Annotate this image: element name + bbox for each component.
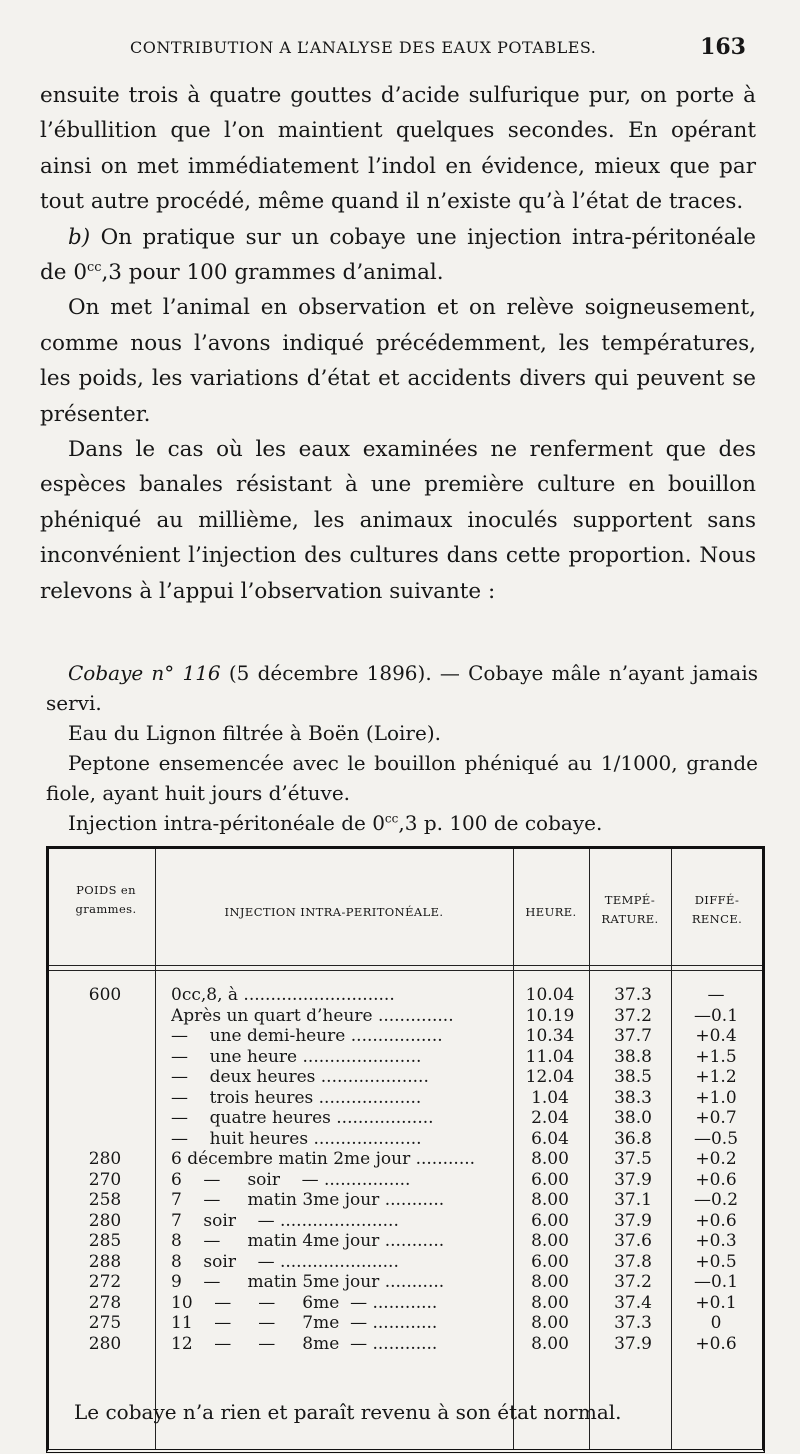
cell-difference: +0.7 [695, 1108, 737, 1128]
table-row [49, 1170, 762, 1191]
cell-injection: 9 — matin 5me jour ........... [171, 1272, 445, 1292]
cell-poids: 280 [88, 1149, 122, 1169]
table-row [49, 1293, 762, 1314]
cell-injection: 6 décembre matin 2me jour ........... [171, 1149, 476, 1169]
cell-poids: 270 [88, 1169, 122, 1190]
table-frame [46, 846, 765, 1453]
cell-heure: 1.04 [531, 1087, 569, 1108]
table-row [49, 1067, 762, 1088]
cell-difference: —0.5 [693, 1128, 739, 1149]
cell-injection: 12 — — 8me — ............ [171, 1333, 438, 1354]
cell-temperature: 36.8 [614, 1128, 652, 1149]
observation-rest: (5 décembre 1896). — Cobaye mâle n’ayant jamais servi. [46, 661, 758, 715]
paragraph-b [40, 220, 756, 291]
cell-temperature: 37.9 [614, 1210, 652, 1231]
table-row [49, 1190, 762, 1211]
table-row [49, 1272, 762, 1293]
header-heure: HEURE. [525, 905, 577, 919]
cell-difference: +0.3 [695, 1231, 737, 1251]
cell-temperature: 37.3 [614, 985, 652, 1005]
paragraph-banal-species: Dans le cas où les eaux examinées ne renferment que des espèces banales résistant à une première culture en bouillon phéniqué au millième, les animaux inoculés supportent sans inconvénient l’injection des cultures dans cette proportion. Nous relevons à l’appui l’observation suivante : [40, 437, 756, 604]
cell-injection: 7 soir — ...................... [171, 1210, 399, 1231]
cell-difference: +0.6 [695, 1333, 737, 1354]
cell-difference: +1.0 [695, 1087, 737, 1108]
cell-heure: 8.00 [531, 1231, 569, 1251]
table-row [49, 1252, 762, 1273]
cell-heure: 10.19 [525, 1005, 575, 1026]
cell-difference: —0.1 [693, 1005, 739, 1026]
table-row [49, 1026, 762, 1047]
cell-difference: — [707, 985, 725, 1005]
table-row [49, 1313, 762, 1334]
cell-temperature: 37.9 [614, 1333, 652, 1354]
cell-heure: 12.04 [525, 1067, 575, 1087]
cell-difference: +0.1 [695, 1292, 737, 1313]
cell-difference: +0.6 [695, 1169, 737, 1190]
header-injection: INJECTION INTRA-PERITONÉALE. [224, 905, 444, 919]
cell-heure: 8.00 [531, 1190, 569, 1210]
cell-poids: 275 [88, 1313, 122, 1333]
header-poids: POIDS en grammes. [75, 883, 137, 916]
cell-heure: 10.34 [525, 1026, 575, 1046]
cell-temperature: 38.0 [614, 1108, 652, 1128]
cell-heure: 8.00 [531, 1292, 569, 1313]
cell-injection: 6 — soir — ................ [171, 1169, 411, 1190]
cell-difference: +0.2 [695, 1149, 737, 1169]
cell-temperature: 37.3 [614, 1313, 652, 1333]
cell-injection: — deux heures .................... [171, 1067, 429, 1087]
cell-difference: +0.6 [695, 1210, 737, 1231]
header-rule [49, 965, 762, 971]
table-row [49, 1149, 762, 1170]
cell-poids: 600 [88, 985, 122, 1005]
body-text [40, 78, 756, 609]
table-row [49, 1211, 762, 1232]
cell-injection: — trois heures ................... [171, 1087, 422, 1108]
observation-injection-text-2: ,3 p. 100 de cobaye. [398, 811, 603, 835]
cell-injection: 8 soir — ...................... [171, 1251, 399, 1272]
cell-poids: 272 [88, 1272, 122, 1292]
cell-temperature: 37.1 [614, 1190, 652, 1210]
observation-water: Eau du Lignon filtrée à Boën (Loire). [68, 721, 441, 745]
cell-temperature: 37.4 [614, 1292, 652, 1313]
cell-difference: +1.5 [695, 1046, 737, 1067]
conclusion: Le cobaye n’a rien et paraît revenu à son état normal. [74, 1400, 622, 1424]
paragraph-continuation: ensuite trois à quatre gouttes d’acide sulfurique pur, on porte à l’ébullition que l’on maintient quelques secondes. En opérant ainsi on met immédiatement l’indol en évidence, mieux que par tout autre procédé, même quand il n’existe qu’à l’état de traces. [40, 83, 756, 215]
table-row [49, 1088, 762, 1109]
cell-heure: 8.00 [531, 1313, 569, 1333]
injection-unit-cc: cc [384, 811, 399, 826]
cell-poids: 288 [88, 1251, 122, 1272]
cell-injection: 0cc,8, à ............................ [171, 985, 395, 1005]
cell-difference: —0.2 [693, 1190, 739, 1210]
cell-temperature: 38.5 [614, 1067, 652, 1087]
cell-injection: 7 — matin 3me jour ........... [171, 1190, 445, 1210]
cell-heure: 11.04 [525, 1046, 575, 1067]
table-row [49, 1047, 762, 1068]
cell-heure: 8.00 [531, 1149, 569, 1169]
cell-difference: +1.2 [695, 1067, 737, 1087]
cell-temperature: 37.9 [614, 1169, 652, 1190]
cell-temperature: 37.5 [614, 1149, 652, 1169]
cell-injection: — une heure ...................... [171, 1046, 422, 1067]
header-temperature: TEMPÉ- RATURE. [601, 893, 659, 926]
paragraph-observation-method: On met l’animal en observation et on relève soigneusement, comme nous l’avons indiqué précédemment, les températures, les poids, les variations d’état et accidents divers qui peuvent se présenter. [40, 295, 756, 427]
cell-temperature: 37.7 [614, 1026, 652, 1046]
cell-poids: 280 [88, 1210, 122, 1231]
observation-injection [46, 808, 758, 838]
cell-difference: —0.1 [693, 1272, 739, 1292]
observation-culture: Peptone ensemencée avec le bouillon phéniqué au 1/1000, grande fiole, ayant huit jours d’étuve. [46, 751, 758, 805]
cell-difference: +0.4 [695, 1026, 737, 1046]
cell-injection: — quatre heures .................. [171, 1108, 434, 1128]
cell-temperature: 37.2 [614, 1272, 652, 1292]
cell-injection: Après un quart d’heure .............. [171, 1005, 454, 1026]
observation-heading [46, 658, 758, 718]
cell-temperature: 37.2 [614, 1005, 652, 1026]
cell-heure: 10.04 [525, 985, 575, 1005]
unit-cc: cc [87, 259, 102, 275]
cell-injection: 8 — matin 4me jour ........... [171, 1231, 445, 1251]
cell-poids: 285 [88, 1231, 122, 1251]
cell-difference: +0.5 [695, 1251, 737, 1272]
cell-temperature: 37.8 [614, 1251, 652, 1272]
cell-heure: 8.00 [531, 1272, 569, 1292]
observation-injection-text-1: Injection intra-péritonéale de 0 [68, 811, 385, 835]
table-row [49, 1006, 762, 1027]
paragraph-b-marker: b) [68, 224, 91, 250]
paragraph-b-text-2: ,3 pour 100 grammes d’animal. [101, 260, 444, 286]
table-row [49, 985, 762, 1006]
paragraph-b-text-1: On pratique sur un cobaye une injection intra-péritonéale de 0 [40, 224, 756, 286]
running-head-title: CONTRIBUTION A L’ANALYSE DES EAUX POTABLES. [130, 38, 597, 57]
cell-poids: 258 [88, 1190, 122, 1210]
table-row [49, 1108, 762, 1129]
cell-heure: 6.00 [531, 1210, 569, 1231]
cell-temperature: 37.6 [614, 1231, 652, 1251]
table-row [49, 1334, 762, 1355]
cell-heure: 6.04 [531, 1128, 569, 1149]
cell-temperature: 38.3 [614, 1087, 652, 1108]
table-row [49, 1231, 762, 1252]
cell-heure: 8.00 [531, 1333, 569, 1354]
cell-injection: 11 — — 7me — ............ [171, 1313, 438, 1333]
header-difference: DIFFÉ- RENCE. [691, 893, 743, 926]
running-head [40, 36, 760, 60]
cell-injection: — une demi-heure ................. [171, 1026, 443, 1046]
observation-block [46, 658, 758, 838]
table-row [49, 1129, 762, 1150]
cell-poids: 280 [88, 1333, 122, 1354]
results-table [46, 846, 763, 1452]
page-number: 163 [700, 34, 746, 60]
cell-difference: 0 [710, 1313, 722, 1333]
cell-injection: 10 — — 6me — ............ [171, 1292, 438, 1313]
observation-subject: Cobaye n° 116 [68, 661, 221, 685]
cell-heure: 6.00 [531, 1169, 569, 1190]
cell-heure: 6.00 [531, 1251, 569, 1272]
cell-heure: 2.04 [531, 1108, 569, 1128]
cell-poids: 278 [88, 1292, 122, 1313]
cell-injection: — huit heures .................... [171, 1128, 422, 1149]
cell-temperature: 38.8 [614, 1046, 652, 1067]
